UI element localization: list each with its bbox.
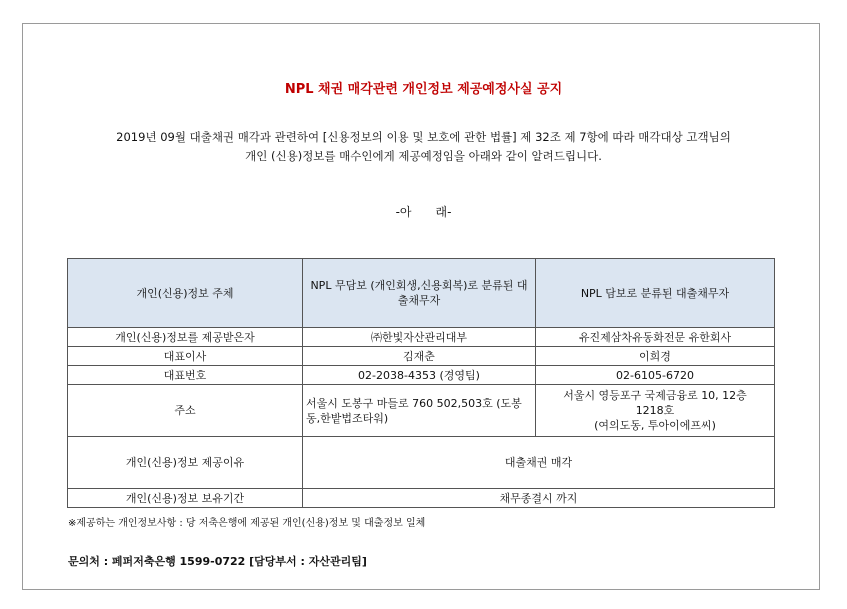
purpose-value: 대출채권 매각: [303, 437, 775, 489]
intro-line-1: 2019년 09월 대출채권 매각과 관련하여 [신용정보의 이용 및 보호에 관한 법률] 제 32조 제 7항에 따라 매각대상 고객님의: [116, 130, 731, 144]
contact-info: 문의처 : 페퍼저축은행 1599-0722 [담당부서 : 자산관리팀]: [68, 555, 367, 568]
address-unsecured: 서울시 도봉구 마들로 760 502,503호 (도봉동,한밭법조타워): [303, 385, 536, 437]
table-row-purpose: [68, 437, 775, 489]
table-row-recipient: [68, 328, 775, 347]
phone-secured: 02-6105-6720: [536, 366, 775, 385]
address-secured-line-1: 서울시 영등포구 국제금융로 10, 12층: [563, 389, 747, 402]
intro-line-2: 개인 (신용)정보를 매수인에게 제공예정임을 아래와 같이 알려드립니다.: [245, 149, 602, 163]
recipient-unsecured: ㈜한빛자산관리대부: [303, 328, 536, 347]
header-unsecured: NPL 무담보 (개인회생,신용회복)로 분류된 대출채무자: [303, 259, 536, 328]
provided-info-note: ※제공하는 개인정보사항 : 당 저축은행에 제공된 개인(신용)정보 및 대출정보 일체: [68, 518, 426, 529]
row-label: 주소: [68, 385, 303, 437]
row-label: 개인(신용)정보 보유기간: [68, 489, 303, 508]
table-header-row: [68, 259, 775, 328]
recipient-secured: 유진제삼차유동화전문 유한회사: [536, 328, 775, 347]
header-secured: NPL 담보로 분류된 대출채무자: [536, 259, 775, 328]
row-label: 대표이사: [68, 347, 303, 366]
address-secured-line-3: (여의도동, 투아이에프씨): [594, 419, 716, 432]
table-row-retention: [68, 489, 775, 508]
header-subject: 개인(신용)정보 주체: [68, 259, 303, 328]
phone-unsecured: 02-2038-4353 (경영팀): [303, 366, 536, 385]
retention-value: 채무종결시 까지: [303, 489, 775, 508]
ceo-secured: 이희경: [536, 347, 775, 366]
table-row-phone: [68, 366, 775, 385]
table-row-ceo: [68, 347, 775, 366]
info-table: [67, 258, 775, 508]
notice-title: NPL 채권 매각관련 개인정보 제공예정사실 공지: [284, 82, 563, 97]
address-secured-line-2: 1218호: [635, 404, 675, 417]
address-secured: [536, 385, 775, 437]
table-row-address: [68, 385, 775, 437]
row-label: 개인(신용)정보를 제공받은자: [68, 328, 303, 347]
row-label: 대표번호: [68, 366, 303, 385]
ceo-unsecured: 김재춘: [303, 347, 536, 366]
row-label: 개인(신용)정보 제공이유: [68, 437, 303, 489]
intro-text: [40, 128, 807, 166]
section-label: -아 래-: [395, 205, 452, 219]
